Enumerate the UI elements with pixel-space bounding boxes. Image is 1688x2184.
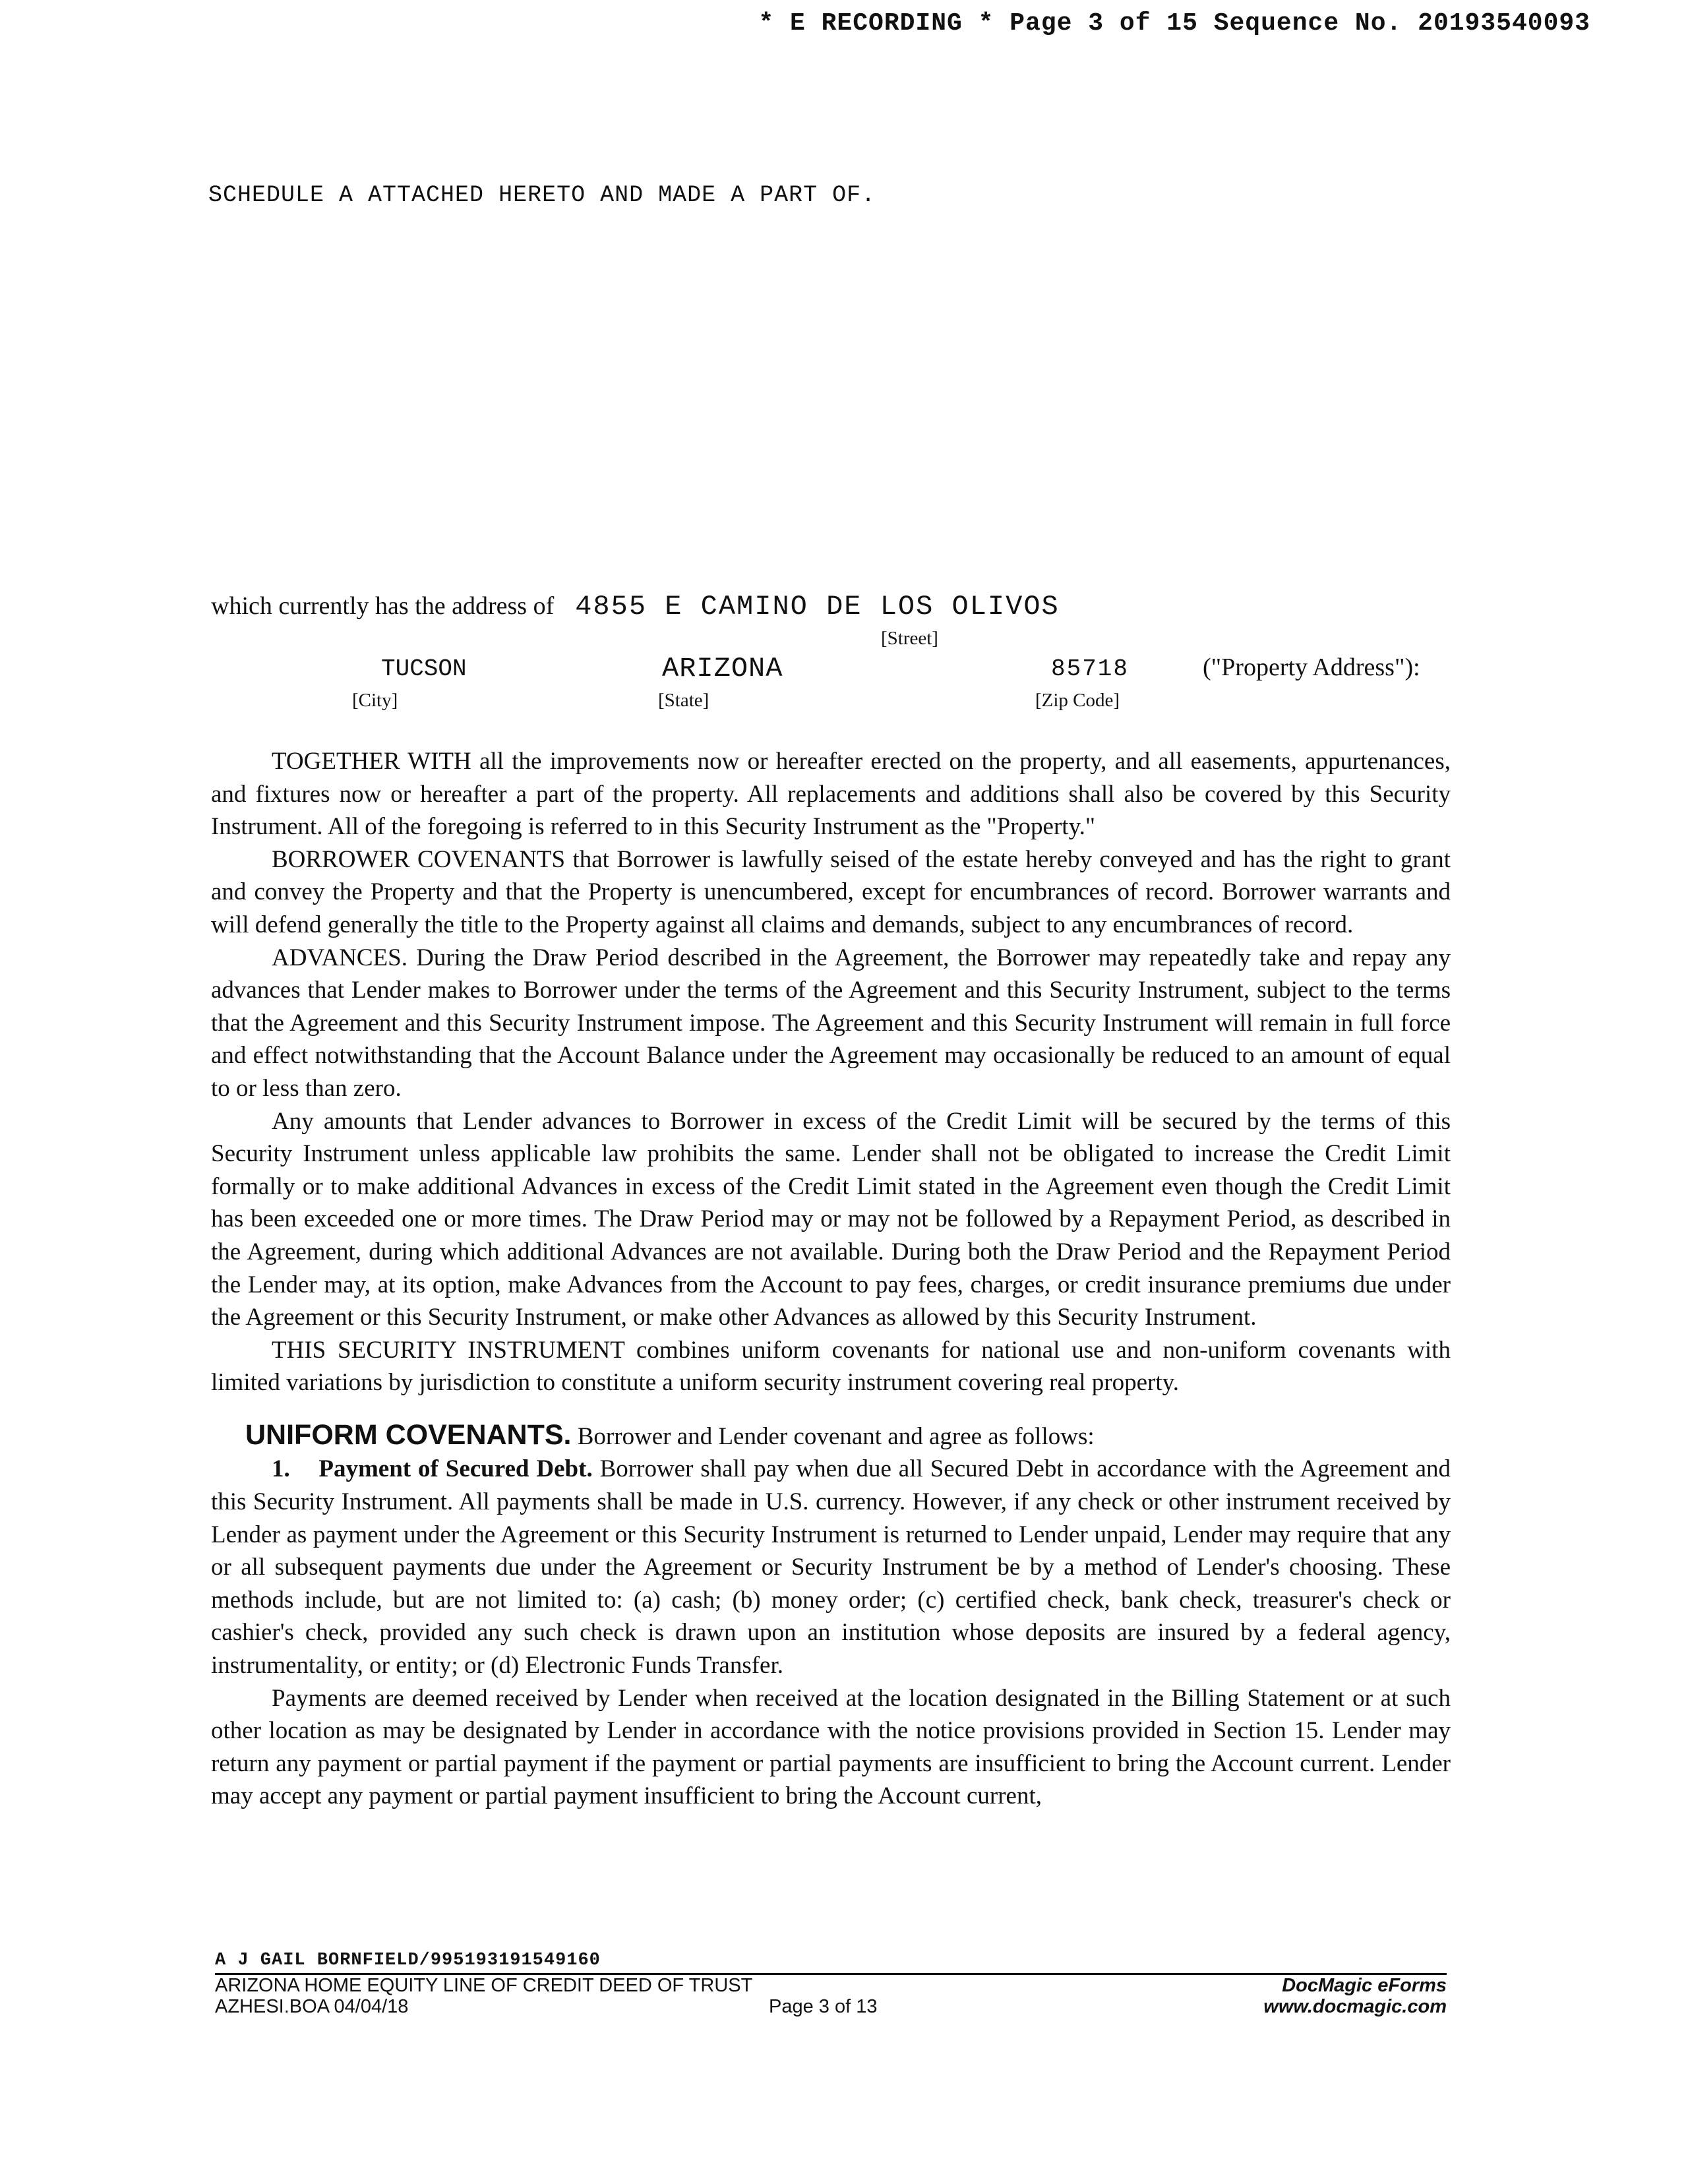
- docmagic-logo: DocMagic eForms: [1282, 1975, 1447, 1996]
- any-amounts-paragraph: Any amounts that Lender advances to Borrower in excess of the Credit Limit will be secured by the terms of this Security Instrument unless applicable law prohibits the same. Lender shall not be obligated to increase the Credit Limit formally or to make additional Advances in excess of the Credit Limit stated in the Agreement even though the Credit Limit has been exceeded one or more times. The Draw Period may or may not be followed by a Repayment Period, as described in the Agreement, during which additional Advances are not available. During both the Draw Period and the Repayment Period the Lender may, at its option, make Advances from the Account to pay fees, charges, or credit insurance premiums due under the Agreement or this Security Instrument, or make other Advances as allowed by this Security Instrument.: [211, 1107, 1451, 1331]
- together-paragraph: TOGETHER WITH all the improvements now or hereafter erected on the property, and all easements, appurtenances, and fixtures now or hereafter a part of the property. All replacements and additions shall also be covered by this Security Instrument. All of the foregoing is referred to in this Security Instrument as the "Property.": [211, 748, 1451, 841]
- uniform-covenants-paragraph: [211, 1419, 1451, 1453]
- section-1-number: 1.: [272, 1455, 290, 1483]
- state-label: [State]: [658, 690, 709, 711]
- state-value: ARIZONA: [662, 653, 783, 684]
- footer-page-number: Page 3 of 13: [769, 1996, 878, 2017]
- address-intro: which currently has the address of: [211, 592, 555, 620]
- form-code: AZHESI.BOA 04/04/18: [215, 1996, 409, 2017]
- footer-reference: A J GAIL BORNFIELD/995193191549160: [215, 1951, 601, 1970]
- zip-label: [Zip Code]: [1035, 690, 1120, 711]
- section-1-title: Payment of Secured Debt.: [318, 1455, 593, 1483]
- page-footer: [215, 1951, 1447, 2017]
- this-security-paragraph: THIS SECURITY INSTRUMENT combines uniform covenants for national use and non-uniform covenants with limited variations by jurisdiction to constitute a uniform security instrument covering real property.: [211, 1336, 1451, 1397]
- uniform-covenants-intro: Borrower and Lender covenant and agree as follows:: [577, 1422, 1095, 1450]
- section-1-text: Borrower shall pay when due all Secured Debt in accordance with the Agreement and this Security Instrument. All payments shall be made in U.S. currency. However, if any check or other instrument received by Lender as payment under the Agreement or this Security Instrument is returned to Lender unpaid, Lender may require that any or all subsequent payments due under the Agreement or Security Instrument be by a method of Lender's choosing. These methods include, but are not limited to: (a) cash; (b) money order; (c) certified check, bank check, treasurer's check or cashier's check, provided any such check is drawn upon an institution whose deposits are insured by a federal agency, instrumentality, or entity; or (d) Electronic Funds Transfer.: [211, 1455, 1451, 1680]
- form-title: ARIZONA HOME EQUITY LINE OF CREDIT DEED OF TRUST: [215, 1975, 753, 1996]
- recording-header: * E RECORDING * Page 3 of 15 Sequence No. 20193540093: [758, 9, 1590, 38]
- payments-deemed-paragraph: Payments are deemed received by Lender when received at the location designated in the Billing Statement or at such other location as may be designated by Lender in accordance with the notice provisions provided in Section 15. Lender may return any payment or partial payment if the payment or partial payments are insufficient to bring the Account current. Lender may accept any payment or partial payment insufficient to bring the Account current,: [211, 1684, 1451, 1810]
- advances-paragraph: ADVANCES. During the Draw Period described in the Agreement, the Borrower may repeatedly take and repay any advances that Lender makes to Borrower under the terms of the Agreement and this Security Instrument, subject to the terms that the Agreement and this Security Instrument impose. The Agreement and this Security Instrument will remain in full force and effect notwithstanding that the Account Balance under the Agreement may occasionally be reduced to an amount of equal to or less than zero.: [211, 944, 1451, 1102]
- schedule-line: SCHEDULE A ATTACHED HERETO AND MADE A PART OF.: [208, 182, 876, 208]
- document-body: [211, 745, 1451, 1813]
- uniform-covenants-heading: UNIFORM COVENANTS.: [245, 1418, 572, 1451]
- city-label: [City]: [352, 690, 398, 711]
- borrower-covenants-paragraph: BORROWER COVENANTS that Borrower is lawfully seised of the estate hereby conveyed and has the right to grant and convey the Property and that the Property is unencumbered, except for encumbrances of record. Borrower warrants and will defend generally the title to the Property against all claims and demands, subject to any encumbrances of record.: [211, 845, 1451, 938]
- address-line: [211, 591, 1060, 622]
- property-address-label: ("Property Address"):: [1203, 653, 1420, 681]
- street-label: [Street]: [881, 628, 938, 649]
- zip-value: 85718: [1051, 655, 1130, 682]
- street-value: 4855 E CAMINO DE LOS OLIVOS: [575, 591, 1060, 622]
- city-value: TUCSON: [381, 655, 467, 682]
- docmagic-website: www.docmagic.com: [1263, 1996, 1447, 2017]
- section-1-paragraph: [211, 1453, 1451, 1682]
